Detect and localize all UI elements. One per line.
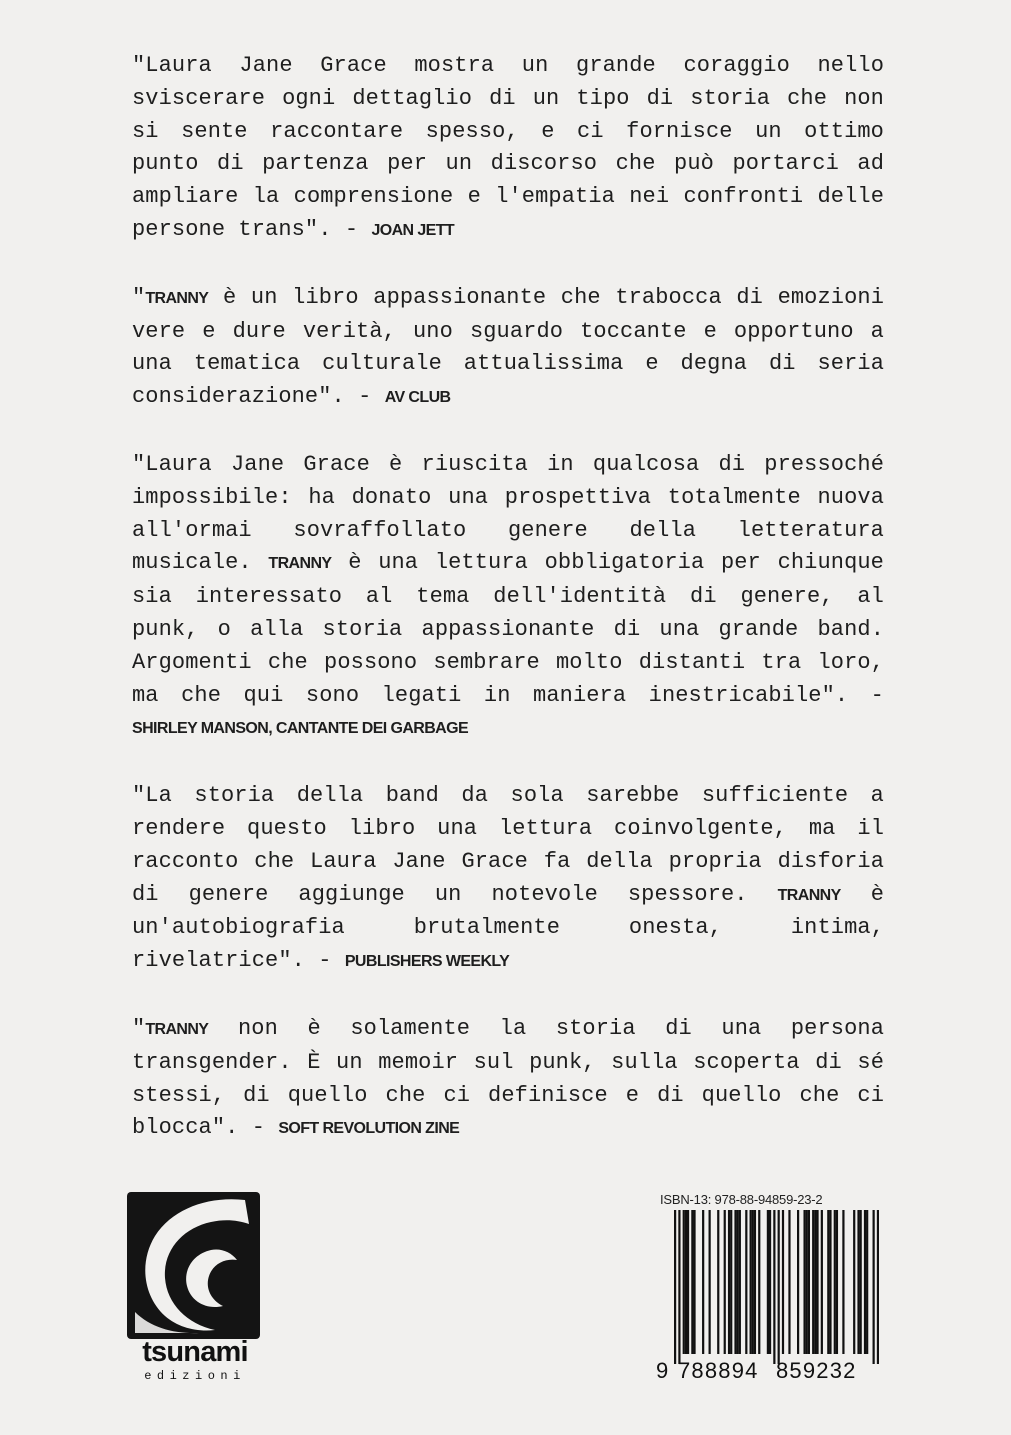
barcode-bar [782,1210,784,1354]
book-title: TRANNY [268,555,332,573]
quote-source: JOAN JETT [371,221,455,239]
tsunami-wave-logo-icon [127,1192,260,1339]
isbn-barcode [656,1192,886,1388]
publisher-name: tsunami [142,1336,248,1368]
quote-source: SOFT REVOLUTION ZINE [278,1120,460,1138]
barcode-bar [814,1210,816,1354]
publisher-subtitle: edizioni [144,1369,246,1383]
barcode-bar [683,1210,685,1354]
barcode-bar [724,1210,726,1354]
barcode-bar [808,1210,810,1354]
barcode-bar [803,1210,805,1354]
barcode-bar [773,1210,775,1364]
quote-text-continued: è un'autobiografia brutalmente onesta, intima, rivelatrice". - [132,881,884,974]
ean-left-group: 788894 [678,1358,759,1383]
barcode-bar [873,1210,875,1364]
quote-text-continued: è una lettura obbligatoria per chiunque sia interessato al tema dell'identità di genere, al punk, o alla storia appassionante di una grande band. Argomenti che possono sembrare molto distanti tra loro, ma che qui sono legati in maniera inestricabile". - [132,550,884,708]
barcode-bar [827,1210,829,1354]
quote-open-mark: " [132,1015,146,1041]
quote-soft-revolution [132,1013,884,1146]
barcode-bar [752,1210,754,1354]
barcode-bar [685,1210,687,1354]
barcode-bar [758,1210,760,1354]
barcode-bars [674,1210,879,1364]
barcode-bar [687,1210,689,1354]
barcode-bar [877,1210,879,1364]
barcode-bar [750,1210,752,1354]
barcode-bar [853,1210,855,1354]
barcode-bar [769,1210,771,1354]
barcode-bar [678,1210,680,1364]
barcode-bar [788,1210,790,1354]
barcode-bar [836,1210,838,1354]
barcode-bar [857,1210,859,1354]
quote-text: "Laura Jane Grace è riuscita in qualcosa di pressoché impossibile: ha donato una prospettiva totalmente nuova all'ormai sovraffollato genere della letteratura musicale. [132,451,884,576]
quote-shirley-manson [132,449,884,746]
barcode-bar [812,1210,814,1354]
barcode-bar [745,1210,747,1354]
isbn-label: ISBN-13: 978-88-94859-23-2 [660,1192,823,1207]
barcode-bar [709,1210,711,1354]
ean-right-group: 859232 [776,1358,857,1383]
barcode-bar [829,1210,831,1354]
quotes-column [132,50,884,1180]
barcode-bar [806,1210,808,1354]
barcode-bar [842,1210,844,1354]
book-title: TRANNY [145,289,209,307]
barcode-bar [834,1210,836,1354]
book-title: TRANNY [777,886,841,904]
quote-text: "Laura Jane Grace mostra un grande coraggio nello sviscerare ogni dettaglio di un tipo di storia che non si sente raccontare spesso, e ci fornisce un ottimo punto di partenza per un discorso che può portarci ad ampliare la comprensione e l'empatia nei confronti delle persone trans". - [132,53,884,242]
quote-av-club [132,282,884,415]
ean-first-digit: 9 [656,1358,669,1383]
barcode-bar [754,1210,756,1354]
barcode-bar [866,1210,868,1354]
quote-text: non è solamente la storia di una persona transgender. È un memoir sul punk, sulla scoperta di sé stessi, di quello che ci definisce e di quello che ci blocca". - [132,1015,884,1141]
barcode-bar [739,1210,741,1354]
barcode-bar [821,1210,823,1354]
barcode-bar [778,1210,780,1364]
quote-source: SHIRLEY MANSON, CANTANTE DEI GARBAGE [132,720,469,738]
barcode-bar [860,1210,862,1354]
barcode-bar [730,1210,732,1354]
barcode-bar [691,1210,693,1354]
barcode-bar [702,1210,704,1354]
quote-open-mark: " [132,284,146,310]
quote-text: è un libro appassionante che trabocca di emozioni vere e dure verità, uno sguardo toccante e opportuno a una tematica culturale attualissima e degna di seria considerazione". - [132,284,884,410]
barcode-bar [674,1210,676,1364]
book-title: TRANNY [145,1020,209,1038]
barcode-bar [767,1210,769,1354]
barcode-bar [816,1210,818,1354]
quote-source: PUBLISHERS WEEKLY [344,953,510,971]
barcode-bar [717,1210,719,1354]
quote-source: AV CLUB [384,389,451,407]
barcode-bar [864,1210,866,1354]
quote-joan-jett [132,50,884,248]
quote-publishers-weekly [132,780,884,979]
publisher-logo [127,1192,263,1384]
barcode-bar [693,1210,695,1354]
barcode-bar [728,1210,730,1354]
barcode-bar [797,1210,799,1354]
barcode-bar [737,1210,739,1354]
quote-text: "La storia della band da sola sarebbe sufficiente a rendere questo libro una lettura coinvolgente, ma il racconto che Laura Jane Grace fa della propria disforia di genere aggiunge un notevole spessore. [132,783,884,907]
barcode-bar [734,1210,736,1354]
